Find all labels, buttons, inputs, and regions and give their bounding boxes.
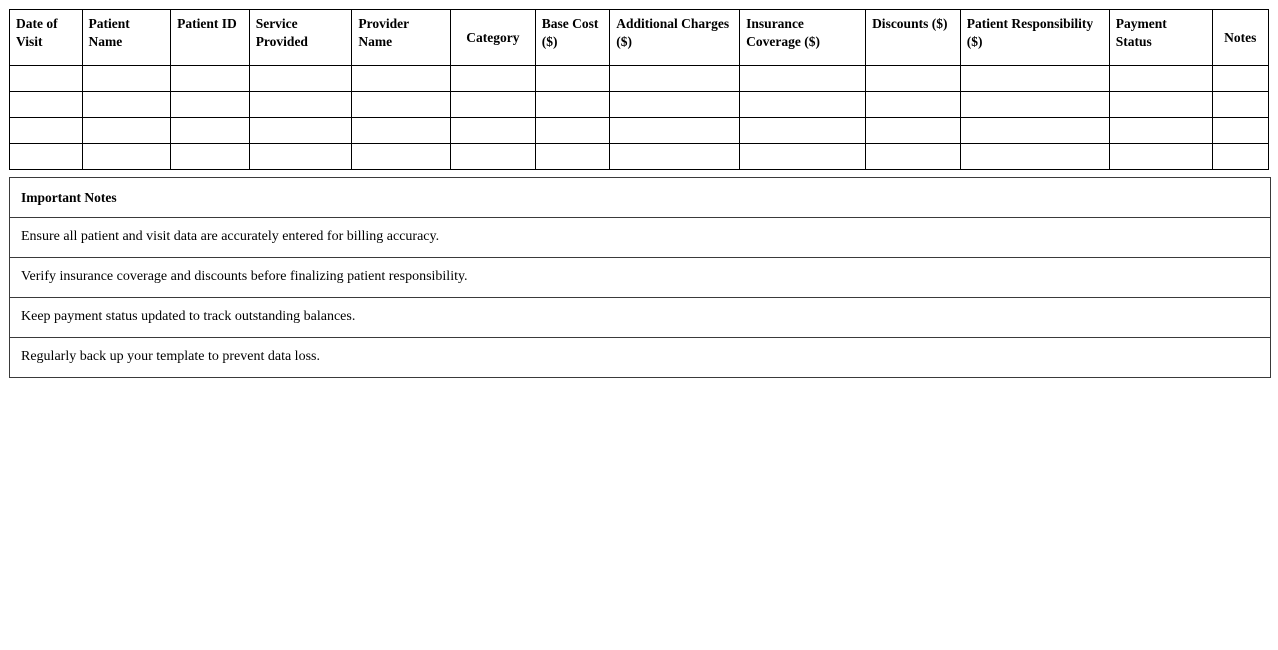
- cell-category[interactable]: [451, 118, 536, 144]
- cell-date-of-visit[interactable]: [10, 92, 83, 118]
- list-item: [10, 338, 1271, 378]
- column-header-service-provided: Service Provided: [249, 10, 352, 66]
- patient-billing-table: [9, 9, 1269, 170]
- cell-additional-charges[interactable]: [610, 118, 740, 144]
- column-header-additional-charges: Additional Charges ($): [610, 10, 740, 66]
- cell-service-provided[interactable]: [249, 118, 352, 144]
- notes-header-label: Important Notes: [10, 178, 1271, 218]
- cell-base-cost[interactable]: [535, 66, 610, 92]
- cell-notes[interactable]: [1212, 66, 1268, 92]
- cell-patient-name[interactable]: [82, 118, 171, 144]
- important-notes-table: [9, 177, 1271, 378]
- cell-discounts[interactable]: [866, 144, 961, 170]
- cell-additional-charges[interactable]: [610, 66, 740, 92]
- cell-payment-status[interactable]: [1109, 144, 1212, 170]
- cell-provider-name[interactable]: [352, 66, 451, 92]
- column-header-patient-name: Patient Name: [82, 10, 171, 66]
- cell-patient-responsibility[interactable]: [960, 92, 1109, 118]
- cell-payment-status[interactable]: [1109, 92, 1212, 118]
- note-text: Keep payment status updated to track outstanding balances.: [10, 298, 1271, 338]
- note-text: Verify insurance coverage and discounts before finalizing patient responsibility.: [10, 258, 1271, 298]
- cell-patient-name[interactable]: [82, 144, 171, 170]
- table-row[interactable]: [10, 118, 1269, 144]
- cell-date-of-visit[interactable]: [10, 66, 83, 92]
- cell-service-provided[interactable]: [249, 66, 352, 92]
- cell-patient-id[interactable]: [171, 118, 250, 144]
- table-row[interactable]: [10, 144, 1269, 170]
- cell-discounts[interactable]: [866, 118, 961, 144]
- column-header-patient-id: Patient ID: [171, 10, 250, 66]
- cell-patient-id[interactable]: [171, 66, 250, 92]
- column-header-discounts: Discounts ($): [866, 10, 961, 66]
- cell-base-cost[interactable]: [535, 92, 610, 118]
- notes-header-row: [10, 178, 1271, 218]
- cell-patient-id[interactable]: [171, 92, 250, 118]
- cell-base-cost[interactable]: [535, 144, 610, 170]
- table-row[interactable]: [10, 92, 1269, 118]
- column-header-insurance-coverage: Insurance Coverage ($): [740, 10, 866, 66]
- cell-insurance-coverage[interactable]: [740, 144, 866, 170]
- cell-category[interactable]: [451, 92, 536, 118]
- cell-base-cost[interactable]: [535, 118, 610, 144]
- note-text: Ensure all patient and visit data are accurately entered for billing accuracy.: [10, 218, 1271, 258]
- cell-provider-name[interactable]: [352, 144, 451, 170]
- column-header-patient-responsibility: Patient Responsibility ($): [960, 10, 1109, 66]
- column-header-notes: Notes: [1212, 10, 1268, 66]
- list-item: [10, 298, 1271, 338]
- column-header-base-cost: Base Cost ($): [535, 10, 610, 66]
- column-header-provider-name: Provider Name: [352, 10, 451, 66]
- table-header-row: [10, 10, 1269, 66]
- cell-patient-responsibility[interactable]: [960, 66, 1109, 92]
- cell-insurance-coverage[interactable]: [740, 118, 866, 144]
- cell-category[interactable]: [451, 66, 536, 92]
- cell-notes[interactable]: [1212, 118, 1268, 144]
- cell-discounts[interactable]: [866, 92, 961, 118]
- cell-patient-responsibility[interactable]: [960, 118, 1109, 144]
- column-header-payment-status: Payment Status: [1109, 10, 1212, 66]
- table-row[interactable]: [10, 66, 1269, 92]
- cell-additional-charges[interactable]: [610, 92, 740, 118]
- cell-category[interactable]: [451, 144, 536, 170]
- note-text: Regularly back up your template to prevent data loss.: [10, 338, 1271, 378]
- cell-payment-status[interactable]: [1109, 118, 1212, 144]
- cell-service-provided[interactable]: [249, 144, 352, 170]
- cell-patient-responsibility[interactable]: [960, 144, 1109, 170]
- column-header-category: Category: [451, 10, 536, 66]
- cell-insurance-coverage[interactable]: [740, 92, 866, 118]
- list-item: [10, 218, 1271, 258]
- cell-date-of-visit[interactable]: [10, 144, 83, 170]
- cell-service-provided[interactable]: [249, 92, 352, 118]
- cell-patient-name[interactable]: [82, 92, 171, 118]
- cell-discounts[interactable]: [866, 66, 961, 92]
- cell-provider-name[interactable]: [352, 92, 451, 118]
- cell-notes[interactable]: [1212, 92, 1268, 118]
- cell-patient-name[interactable]: [82, 66, 171, 92]
- cell-provider-name[interactable]: [352, 118, 451, 144]
- cell-date-of-visit[interactable]: [10, 118, 83, 144]
- cell-additional-charges[interactable]: [610, 144, 740, 170]
- cell-payment-status[interactable]: [1109, 66, 1212, 92]
- cell-notes[interactable]: [1212, 144, 1268, 170]
- list-item: [10, 258, 1271, 298]
- column-header-date-of-visit: Date of Visit: [10, 10, 83, 66]
- cell-patient-id[interactable]: [171, 144, 250, 170]
- cell-insurance-coverage[interactable]: [740, 66, 866, 92]
